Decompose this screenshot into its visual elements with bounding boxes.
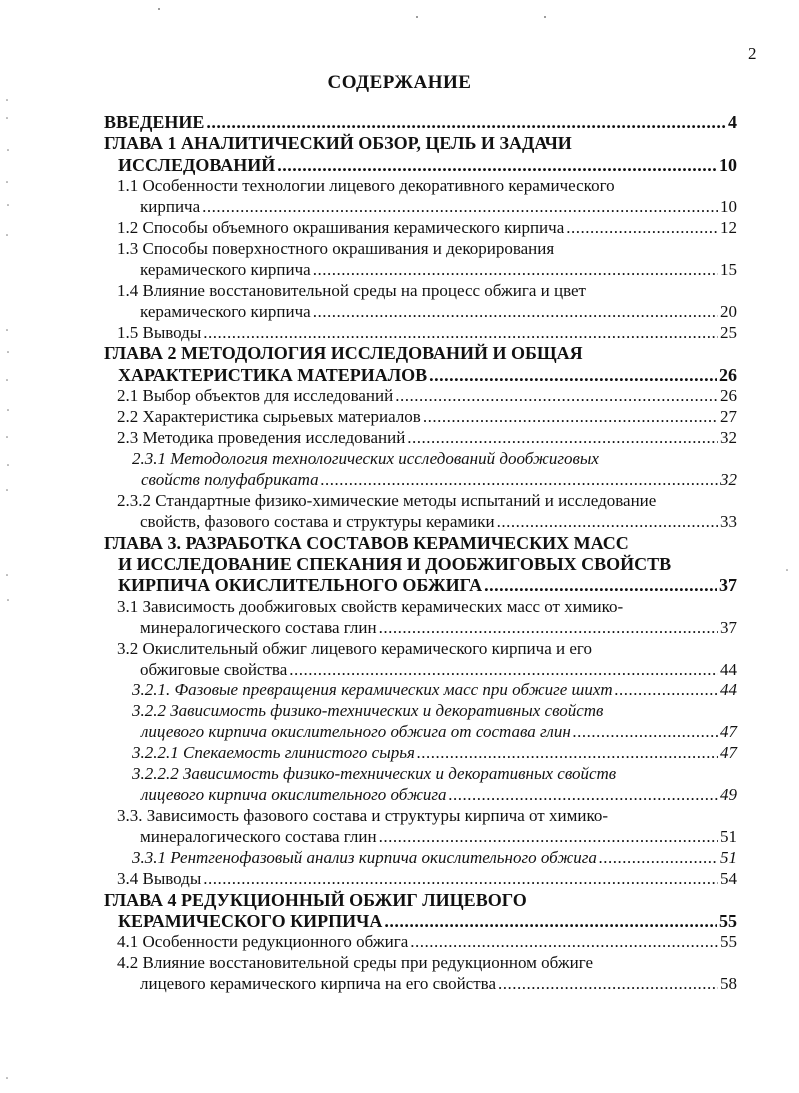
toc-entry-line xyxy=(104,470,737,491)
dot-leader xyxy=(203,323,718,344)
dot-leader xyxy=(206,112,726,133)
toc-entry-text: 3.2.1. Фазовые превращения керамических масс при обжиге шихт xyxy=(132,680,613,700)
dot-leader xyxy=(449,785,718,806)
toc-entry-line xyxy=(104,618,737,639)
toc-entry-line xyxy=(104,639,737,660)
toc-section-entry xyxy=(104,806,737,848)
toc-section-entry xyxy=(104,869,737,890)
toc-section-entry xyxy=(104,428,737,449)
toc-section-entry xyxy=(104,323,737,344)
toc-entry-line xyxy=(104,260,737,281)
dot-leader xyxy=(497,512,718,533)
toc-entry-text: 3.3.1 Рентгенофазовый анализ кирпича окислительного обжига xyxy=(132,847,597,867)
dot-leader xyxy=(423,407,718,428)
toc-page-number: 20 xyxy=(720,301,737,321)
toc-subsection-entry xyxy=(104,764,737,806)
toc-page-number: 44 xyxy=(720,680,737,700)
toc-page-number: 47 xyxy=(720,743,737,763)
toc-page-number: 55 xyxy=(720,932,737,952)
toc-entry-line xyxy=(104,365,737,386)
toc-page-number: 4 xyxy=(728,112,737,132)
dot-leader xyxy=(417,743,718,764)
toc-entry-line xyxy=(104,597,737,618)
toc-entry-line xyxy=(104,197,737,218)
dot-leader xyxy=(599,848,718,869)
toc-section-entry xyxy=(104,218,737,239)
toc-entry-text: 3.2 Окислительный обжиг лицевого керамического кирпича и его xyxy=(117,638,592,658)
toc-entry-line xyxy=(104,449,737,470)
toc-entry-line xyxy=(104,806,737,827)
toc-entry-text: 1.4 Влияние восстановительной среды на процесс обжига и цвет xyxy=(117,280,586,300)
dot-leader xyxy=(407,428,718,449)
toc-entry-text: лицевого кирпича окислительного обжига xyxy=(141,785,447,804)
toc-entry-text: кирпича xyxy=(140,197,201,217)
toc-entry-text: КЕРАМИЧЕСКОГО КИРПИЧА xyxy=(118,910,383,931)
toc-entry-line xyxy=(104,176,737,197)
toc-chapter-entry xyxy=(104,890,737,933)
toc-entry-line xyxy=(104,743,737,764)
toc-section-entry xyxy=(104,491,737,533)
toc-page-number: 55 xyxy=(719,910,737,931)
toc-subsection-entry xyxy=(104,743,737,764)
toc-entry-text: 4.1 Особенности редукционного обжига xyxy=(117,932,409,952)
toc-entry-line xyxy=(104,281,737,302)
toc-entry-line xyxy=(104,533,737,554)
toc-entry-line xyxy=(104,911,737,932)
toc-entry-text: лицевого керамического кирпича на его свойства xyxy=(140,974,496,994)
toc-entry-text: 1.2 Способы объемного окрашивания керамического кирпича xyxy=(117,218,565,238)
toc-entry-text: 2.2 Характеристика сырьевых материалов xyxy=(117,407,421,427)
toc-section-entry xyxy=(104,239,737,281)
toc-page-number: 51 xyxy=(720,847,737,867)
toc-section-entry xyxy=(104,953,737,995)
toc-section-entry xyxy=(104,597,737,639)
toc-section-entry xyxy=(104,176,737,218)
toc-entry-text: 3.2.2.1 Спекаемость глинистого сырья xyxy=(132,743,415,763)
toc-page-number: 54 xyxy=(720,868,737,888)
toc-page-number: 37 xyxy=(720,617,737,637)
dot-leader xyxy=(395,386,718,407)
toc-entry-text: лицевого кирпича окислительного обжига от состава глин xyxy=(141,722,571,742)
page-number: 2 xyxy=(748,44,757,63)
toc-section-entry xyxy=(104,386,737,407)
toc-entry-text: обжиговые свойства xyxy=(140,659,288,679)
toc-entry-line xyxy=(104,722,737,743)
toc-entry-line xyxy=(104,323,737,344)
toc-chapter-entry xyxy=(104,343,737,386)
toc-entry-line xyxy=(104,239,737,260)
toc-section-entry xyxy=(104,281,737,323)
toc-entry-line xyxy=(104,112,737,133)
toc-entry-text: 2.3.2 Стандартные физико-химические методы испытаний и исследование xyxy=(117,490,657,510)
toc-subsection-entry xyxy=(104,701,737,743)
toc-entry-text: ГЛАВА 2 МЕТОДОЛОГИЯ ИССЛЕДОВАНИЙ И ОБЩАЯ xyxy=(104,343,583,364)
toc-section-entry xyxy=(104,639,737,681)
toc-entry-line xyxy=(104,932,737,953)
toc-entry-line xyxy=(104,512,737,533)
toc-entry-text: свойств полуфабриката xyxy=(141,469,319,489)
dot-leader xyxy=(321,470,718,491)
toc-entry-text: 2.3 Методика проведения исследований xyxy=(117,428,406,448)
toc-page-number: 32 xyxy=(720,469,737,489)
toc-chapter-entry xyxy=(104,112,737,133)
toc-entry-line xyxy=(104,218,737,239)
toc-entry-text: 2.1 Выбор объектов для исследований xyxy=(117,386,394,406)
toc-entry-text: 1.1 Особенности технологии лицевого декоративного керамического xyxy=(117,176,615,196)
toc-entry-line xyxy=(104,491,737,512)
toc-page-number: 44 xyxy=(720,659,737,679)
toc-entry-line xyxy=(104,680,737,701)
toc-entry-line xyxy=(104,953,737,974)
toc-entry-text: КИРПИЧА ОКИСЛИТЕЛЬНОГО ОБЖИГА xyxy=(118,575,483,596)
toc-entry-line xyxy=(104,133,737,154)
toc-entry-text: ГЛАВА 1 АНАЛИТИЧЕСКИЙ ОБЗОР, ЦЕЛЬ И ЗАДАЧИ xyxy=(104,133,572,154)
dot-leader xyxy=(573,722,718,743)
toc-subsection-entry xyxy=(104,680,737,701)
toc-section-entry xyxy=(104,407,737,428)
toc-page-number: 58 xyxy=(720,974,737,994)
toc-chapter-entry xyxy=(104,133,737,176)
toc-page-number: 15 xyxy=(720,259,737,279)
dot-leader xyxy=(566,218,718,239)
toc-entry-text: ГЛАВА 4 РЕДУКЦИОННЫЙ ОБЖИГ ЛИЦЕВОГО xyxy=(104,889,527,910)
toc-entry-text: 3.4 Выводы xyxy=(117,868,202,888)
dot-leader xyxy=(313,260,718,281)
toc-entry-line xyxy=(104,785,737,806)
dot-leader xyxy=(202,197,718,218)
toc-page-number: 47 xyxy=(720,722,737,742)
toc-entry-line xyxy=(104,974,737,995)
toc-section-entry xyxy=(104,932,737,953)
toc-entry-line xyxy=(104,302,737,323)
toc-page-number: 32 xyxy=(720,428,737,448)
toc-entry-text: 2.3.1 Методология технологических исследований дообжиговых xyxy=(132,449,599,468)
toc-subsection-entry xyxy=(104,449,737,491)
toc-subsection-entry xyxy=(104,848,737,869)
dot-leader xyxy=(498,974,718,995)
toc-entry-line xyxy=(104,827,737,848)
toc-entry-text: 3.1 Зависимость дообжиговых свойств керамических масс от химико- xyxy=(117,596,624,616)
toc-entry-text: ВВЕДЕНИЕ xyxy=(104,112,205,132)
toc-page-number: 12 xyxy=(720,218,737,238)
toc-entry-line xyxy=(104,155,737,176)
toc-entry-text: 3.3. Зависимость фазового состава и структуры кирпича от химико- xyxy=(117,805,608,825)
toc-entry-text: 3.2.2.2 Зависимость физико-технических и декоративных свойств xyxy=(132,764,617,784)
dot-leader xyxy=(289,660,718,681)
toc-chapter-entry xyxy=(104,533,737,597)
toc-page-number: 33 xyxy=(720,511,737,531)
dot-leader xyxy=(379,618,718,639)
toc-entry-text: минералогического состава глин xyxy=(140,617,377,637)
toc-entry-line xyxy=(104,764,737,785)
toc-page-number: 51 xyxy=(720,826,737,846)
toc-entry-text: свойств, фазового состава и структуры керамики xyxy=(140,511,495,531)
dot-leader xyxy=(429,365,717,386)
toc-entry-line xyxy=(104,869,737,890)
toc-entry-text: ГЛАВА 3. РАЗРАБОТКА СОСТАВОВ КЕРАМИЧЕСКИХ МАСС xyxy=(104,532,629,553)
toc-entry-line xyxy=(104,407,737,428)
toc-entry-text: ИССЛЕДОВАНИЙ xyxy=(118,154,276,175)
toc-title: СОДЕРЖАНИЕ xyxy=(327,72,472,93)
toc-page-number: 26 xyxy=(720,386,737,406)
toc-entry-line xyxy=(104,701,737,722)
toc-entry-line xyxy=(104,428,737,449)
toc-entry-line xyxy=(104,386,737,407)
toc-page-number: 10 xyxy=(720,197,737,217)
toc-page-number: 26 xyxy=(719,364,737,385)
toc-page-number: 25 xyxy=(720,322,737,342)
toc-entry-text: керамического кирпича xyxy=(140,301,311,321)
toc-entry-text: керамического кирпича xyxy=(140,259,311,279)
toc-entry-text: ХАРАКТЕРИСТИКА МАТЕРИАЛОВ xyxy=(118,364,428,385)
dot-leader xyxy=(313,302,718,323)
dot-leader xyxy=(384,911,717,932)
dot-leader xyxy=(410,932,718,953)
dot-leader xyxy=(277,155,717,176)
toc-entry-line xyxy=(104,890,737,911)
toc-page-number: 10 xyxy=(719,154,737,175)
dot-leader xyxy=(379,827,718,848)
toc-entry-text: И ИССЛЕДОВАНИЕ СПЕКАНИЯ И ДООБЖИГОВЫХ СВОЙСТВ xyxy=(118,554,672,575)
toc-entry-text: 4.2 Влияние восстановительной среды при редукционном обжиге xyxy=(117,953,594,973)
toc-page-number: 37 xyxy=(719,575,737,596)
toc-page-number: 49 xyxy=(720,785,737,804)
toc-entry-line xyxy=(104,848,737,869)
toc-entry-text: 3.2.2 Зависимость физико-технических и декоративных свойств xyxy=(132,701,604,721)
toc-entry-text: минералогического состава глин xyxy=(140,826,377,846)
toc-entry-text: 1.5 Выводы xyxy=(117,322,202,342)
dot-leader xyxy=(203,869,718,890)
toc-entry-line xyxy=(104,575,737,596)
toc-entry-text: 1.3 Способы поверхностного окрашивания и декорирования xyxy=(117,238,555,258)
toc-entry-line xyxy=(104,343,737,364)
toc-entry-line xyxy=(104,554,737,575)
table-of-contents xyxy=(104,112,737,995)
dot-leader xyxy=(484,575,717,596)
toc-entry-line xyxy=(104,660,737,681)
dot-leader xyxy=(615,680,718,701)
toc-page-number: 27 xyxy=(720,407,737,427)
